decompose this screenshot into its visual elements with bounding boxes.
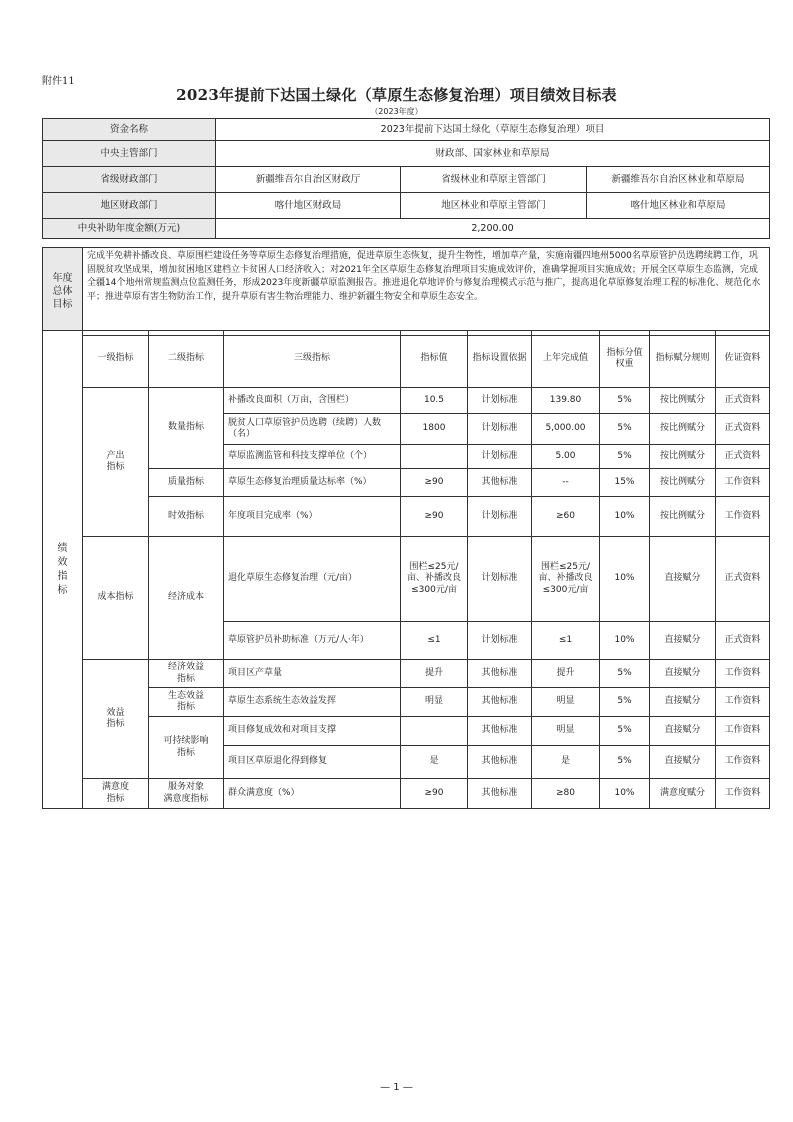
prov-finance-value: 新疆维吾尔自治区财政厅: [216, 167, 401, 193]
indicator-rule: 直接赋分: [650, 688, 716, 717]
indicator-basis: 其他标准: [468, 779, 532, 809]
prov-forestry-value: 新疆维吾尔自治区林业和草原局: [587, 167, 770, 193]
level1-cost: 成本指标: [83, 537, 149, 660]
indicator-basis: 其他标准: [468, 469, 532, 497]
header-weight: [600, 331, 650, 388]
indicator-name: 草原生态修复治理质量达标率（%）: [224, 469, 401, 497]
indicator-basis: 其他标准: [468, 746, 532, 779]
indicator-basis: 计划标准: [468, 622, 532, 660]
indicator-basis: 其他标准: [468, 688, 532, 717]
indicator-weight: 5%: [600, 746, 650, 779]
indicator-basis: 计划标准: [468, 537, 532, 622]
header-evidence: 佐证资料: [716, 331, 770, 388]
fund-name-value: 2023年提前下达国土绿化（草原生态修复治理）项目: [216, 119, 770, 141]
indicator-name: 群众满意度（%）: [224, 779, 401, 809]
indicator-name: 退化草原生态修复治理（元/亩）: [224, 537, 401, 622]
indicator-weight: 5%: [600, 688, 650, 717]
indicator-evidence: 正式资料: [716, 622, 770, 660]
indicator-weight: 5%: [600, 717, 650, 746]
region-finance-value: 喀什地区财政局: [216, 193, 401, 219]
header-rule: 指标赋分规则: [650, 331, 716, 388]
table-row: [43, 167, 770, 193]
amount-value: 2,200.00: [216, 219, 770, 239]
level1-output: [83, 388, 149, 537]
page-number: — 1 —: [380, 1082, 413, 1093]
indicator-evidence: 正式资料: [716, 388, 770, 414]
level2-economic-benefit-text: 经济效益 指标: [167, 662, 204, 684]
level2-eco-benefit: [149, 688, 224, 717]
table-row: [43, 469, 770, 497]
indicator-rule: 直接赋分: [650, 537, 716, 622]
indicator-table: [42, 330, 770, 809]
indicator-value: ≥90: [401, 469, 468, 497]
indicator-value: ≥90: [401, 779, 468, 809]
central-dept-value: 财政部、国家林业和草原局: [216, 141, 770, 167]
central-dept-label: 中央主管部门: [43, 141, 216, 167]
header-value: 指标值: [401, 331, 468, 388]
indicator-evidence: 正式资料: [716, 445, 770, 469]
indicator-last: 5.00: [532, 445, 600, 469]
goal-text: 完成半免耕补播改良、草原围栏建设任务等草原生态修复治理措施，促进草原生态恢复，提升生物性，增加草产量，实施南疆四地州5000名草原管护员选聘续聘工作，巩固脱贫攻坚成果，增加贫困地区建档立卡贫困人口经济收入；对2021年全区草原生态修复治理项目实施成效评价，准确掌握项目实施成效；开展全区草原生态监测，完成全疆14个地州常规监测点位监测任务，形成2023年度新疆草原监测报告。推进退化草地评价与修复治理模式示范与推广，提高退化草原修复治理工程的标准化、规范化水平；推进草原有害生物防治工作，提升草原有害生物治理能力、维护新疆生物安全和草原生态安全。: [83, 248, 770, 336]
indicator-evidence: 工作资料: [716, 717, 770, 746]
indicator-last: 明显: [532, 717, 600, 746]
table-row: [43, 537, 770, 622]
indicator-last: 139.80: [532, 388, 600, 414]
header-weight-text: 指标分值 权重: [606, 347, 643, 369]
indicator-basis: 其他标准: [468, 660, 532, 688]
region-finance-label: 地区财政部门: [43, 193, 216, 219]
indicator-weight: 10%: [600, 497, 650, 537]
table-row: [43, 779, 770, 809]
indicator-rule: 满意度赋分: [650, 779, 716, 809]
indicator-value: 明显: [401, 688, 468, 717]
indicator-weight: 5%: [600, 445, 650, 469]
indicator-basis: 其他标准: [468, 717, 532, 746]
indicator-weight: 10%: [600, 779, 650, 809]
indicator-evidence: 工作资料: [716, 469, 770, 497]
level2-quantity: 数量指标: [149, 388, 224, 469]
indicator-name: 年度项目完成率（%）: [224, 497, 401, 537]
indicator-weight: 5%: [600, 414, 650, 445]
table-row: [43, 193, 770, 219]
indicator-name: 补播改良面积（万亩，含围栏）: [224, 388, 401, 414]
amount-label: 中央补助年度金额(万元): [43, 219, 216, 239]
indicator-evidence: 工作资料: [716, 779, 770, 809]
header-level1: 一级指标: [83, 331, 149, 388]
indicator-rule: 直接赋分: [650, 717, 716, 746]
region-forestry-value: 喀什地区林业和草原局: [587, 193, 770, 219]
goal-label-text: 年度 总体 目标: [52, 273, 73, 310]
level2-eco-benefit-text: 生态效益 指标: [167, 690, 204, 712]
fund-name-label: 资金名称: [43, 119, 216, 141]
header-last: 上年完成值: [532, 331, 600, 388]
level2-quality: 质量指标: [149, 469, 224, 497]
indicator-value: 1800: [401, 414, 468, 445]
indicator-rule: 直接赋分: [650, 622, 716, 660]
indicator-evidence: 工作资料: [716, 660, 770, 688]
indicator-value: 围栏≤25元/亩、补播改良≤300元/亩: [401, 537, 468, 622]
indicator-last: ≤1: [532, 622, 600, 660]
indicator-value: ≥90: [401, 497, 468, 537]
level1-benefit-text: 效益 指标: [106, 707, 125, 729]
section-label: [43, 331, 83, 809]
indicator-rule: 直接赋分: [650, 746, 716, 779]
indicator-basis: 计划标准: [468, 388, 532, 414]
table-row: [43, 248, 770, 336]
indicator-rule: 按比例赋分: [650, 414, 716, 445]
header-level2: 二级指标: [149, 331, 224, 388]
annex-label: 附件11: [42, 76, 75, 87]
indicator-evidence: 正式资料: [716, 414, 770, 445]
indicator-last: 提升: [532, 660, 600, 688]
level2-service-text: 服务对象 满意度指标: [163, 782, 209, 804]
indicator-weight: 15%: [600, 469, 650, 497]
indicator-rule: 按比例赋分: [650, 388, 716, 414]
table-row: [43, 141, 770, 167]
indicator-last: ≥60: [532, 497, 600, 537]
level2-sustain-text: 可持续影响 指标: [163, 736, 209, 758]
table-row: [43, 119, 770, 141]
indicator-value: ≤1: [401, 622, 468, 660]
indicator-basis: 计划标准: [468, 445, 532, 469]
level2-economic-cost: 经济成本: [149, 537, 224, 660]
table-row: [43, 219, 770, 239]
header-basis: 指标设置依据: [468, 331, 532, 388]
info-table: [42, 118, 770, 239]
indicator-name: 草原生态系统生态效益发挥: [224, 688, 401, 717]
section-label-text: 绩 效 指 标: [57, 542, 68, 596]
goal-table: [42, 247, 770, 336]
indicator-name: 项目修复成效和对项目支撑: [224, 717, 401, 746]
table-row: [43, 497, 770, 537]
indicator-weight: 10%: [600, 537, 650, 622]
table-row: [43, 388, 770, 414]
indicator-rule: 直接赋分: [650, 660, 716, 688]
table-row: [43, 688, 770, 717]
indicator-rule: 按比例赋分: [650, 497, 716, 537]
indicator-rule: 按比例赋分: [650, 445, 716, 469]
level1-satisfaction: [83, 779, 149, 809]
header-level3: 三级指标: [224, 331, 401, 388]
indicator-name: 脱贫人口草原管护员选聘（续聘）人数（名）: [224, 414, 401, 445]
table-row: [43, 660, 770, 688]
indicator-name: 项目区产草量: [224, 660, 401, 688]
level1-benefit: [83, 660, 149, 779]
level1-satisfaction-text: 满意度 指标: [101, 782, 129, 804]
indicator-rule: 按比例赋分: [650, 469, 716, 497]
indicator-evidence: 工作资料: [716, 497, 770, 537]
indicator-evidence: 正式资料: [716, 537, 770, 622]
indicator-value: 提升: [401, 660, 468, 688]
region-forestry-label: 地区林业和草原主管部门: [401, 193, 587, 219]
indicator-weight: 5%: [600, 660, 650, 688]
indicator-last: ≥80: [532, 779, 600, 809]
indicator-value: 10.5: [401, 388, 468, 414]
indicator-last: --: [532, 469, 600, 497]
indicator-name: 草原监测监管和科技支撑单位（个）: [224, 445, 401, 469]
indicator-basis: 计划标准: [468, 497, 532, 537]
goal-label: [43, 248, 83, 336]
indicator-evidence: 工作资料: [716, 688, 770, 717]
level2-economic-benefit: [149, 660, 224, 688]
indicator-value: 是: [401, 746, 468, 779]
indicator-basis: 计划标准: [468, 414, 532, 445]
indicator-name: 草原管护员补助标准（万元/人·年）: [224, 622, 401, 660]
level2-sustain: [149, 717, 224, 779]
level2-service: [149, 779, 224, 809]
indicator-weight: 10%: [600, 622, 650, 660]
indicator-name: 项目区草原退化得到修复: [224, 746, 401, 779]
indicator-evidence: 工作资料: [716, 746, 770, 779]
year-label: （2023年度）: [370, 107, 423, 116]
indicator-weight: 5%: [600, 388, 650, 414]
indicator-last: 明显: [532, 688, 600, 717]
level1-output-text: 产出 指标: [106, 450, 125, 472]
indicator-last: 围栏≤25元/亩、补播改良≤300元/亩: [532, 537, 600, 622]
indicator-value: [401, 717, 468, 746]
prov-forestry-label: 省级林业和草原主管部门: [401, 167, 587, 193]
page-title: 2023年提前下达国土绿化（草原生态修复治理）项目绩效目标表: [176, 86, 617, 104]
table-header-row: [43, 331, 770, 388]
table-row: [43, 717, 770, 746]
indicator-value: [401, 445, 468, 469]
indicator-last: 5,000.00: [532, 414, 600, 445]
indicator-last: 是: [532, 746, 600, 779]
level2-timeliness: 时效指标: [149, 497, 224, 537]
prov-finance-label: 省级财政部门: [43, 167, 216, 193]
